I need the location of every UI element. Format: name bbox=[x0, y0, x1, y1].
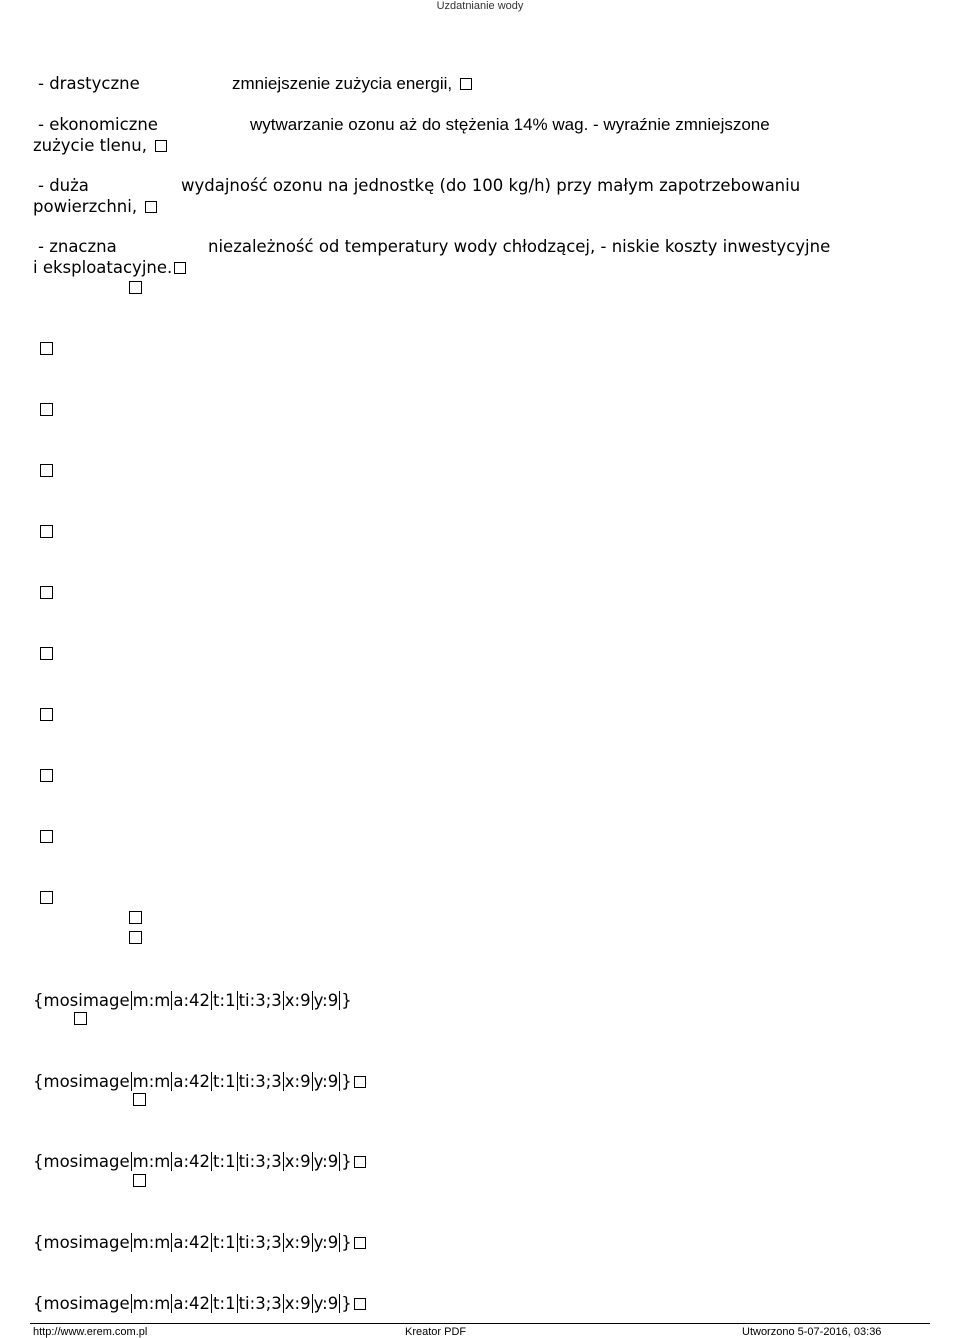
separator bbox=[237, 1152, 238, 1171]
placeholder-box-icon bbox=[40, 464, 53, 477]
mosimage-tag-5: {mosimage m:m a:42 t:1 ti:3;3 x:9 y:9 } bbox=[33, 1294, 366, 1314]
item-lead-4: - znaczna bbox=[38, 237, 117, 256]
item-cont-3: powierzchni, bbox=[33, 197, 157, 217]
placeholder-box-icon bbox=[40, 708, 53, 721]
separator bbox=[283, 1072, 284, 1091]
separator bbox=[312, 991, 313, 1010]
placeholder-box-icon bbox=[354, 1156, 366, 1168]
separator bbox=[312, 1152, 313, 1171]
separator bbox=[237, 1294, 238, 1313]
footer-generator: Kreator PDF bbox=[405, 1326, 467, 1338]
item-text-1: zmniejszenie zużycia energii, bbox=[232, 74, 472, 94]
separator bbox=[283, 991, 284, 1010]
separator bbox=[283, 1233, 284, 1252]
mosimage-tag-2: {mosimage m:m a:42 t:1 ti:3;3 x:9 y:9 } bbox=[33, 1072, 366, 1092]
separator bbox=[211, 1072, 212, 1091]
mosimage-tag-3: {mosimage m:m a:42 t:1 ti:3;3 x:9 y:9 } bbox=[33, 1152, 366, 1172]
item-text-2: wytwarzanie ozonu aż do stężenia 14% wag. - wyraźnie zmniejszone bbox=[250, 115, 770, 134]
separator bbox=[283, 1152, 284, 1171]
placeholder-box-icon bbox=[460, 78, 472, 90]
placeholder-box-icon bbox=[129, 911, 142, 924]
item-text-3: wydajność ozonu na jednostkę (do 100 kg/h) przy małym zapotrzebowaniu bbox=[181, 176, 801, 195]
separator bbox=[211, 1152, 212, 1171]
separator bbox=[131, 1233, 132, 1252]
placeholder-box-icon bbox=[40, 586, 53, 599]
item-text-4: niezależność od temperatury wody chłodzącej, - niskie koszty inwestycyjne bbox=[208, 237, 831, 256]
placeholder-box-icon bbox=[40, 525, 53, 538]
separator bbox=[312, 1294, 313, 1313]
separator bbox=[131, 1152, 132, 1171]
placeholder-box-icon bbox=[354, 1076, 366, 1088]
placeholder-box-icon bbox=[155, 140, 167, 152]
separator bbox=[237, 1072, 238, 1091]
placeholder-box-icon bbox=[74, 1012, 87, 1025]
item-cont-4: i eksploatacyjne. bbox=[33, 258, 186, 278]
placeholder-box-icon bbox=[40, 647, 53, 660]
placeholder-box-icon bbox=[40, 769, 53, 782]
mosimage-tag-4: {mosimage m:m a:42 t:1 ti:3;3 x:9 y:9 } bbox=[33, 1233, 366, 1253]
item-lead-1: - drastyczne bbox=[38, 74, 140, 93]
placeholder-box-icon bbox=[40, 830, 53, 843]
item-lead-2: - ekonomiczne bbox=[38, 115, 158, 134]
separator bbox=[237, 991, 238, 1010]
placeholder-box-icon bbox=[133, 1093, 146, 1106]
separator bbox=[131, 1072, 132, 1091]
separator bbox=[211, 991, 212, 1010]
separator bbox=[312, 1233, 313, 1252]
item-lead-3: - duża bbox=[38, 176, 89, 195]
placeholder-box-icon bbox=[40, 891, 53, 904]
placeholder-box-icon bbox=[174, 262, 186, 274]
separator bbox=[283, 1294, 284, 1313]
separator bbox=[131, 991, 132, 1010]
footer-divider bbox=[30, 1323, 930, 1324]
separator bbox=[131, 1294, 132, 1313]
page-header-title: Uzdatnianie wody bbox=[436, 0, 524, 12]
placeholder-box-icon bbox=[354, 1237, 366, 1249]
footer-created-date: Utworzono 5-07-2016, 03:36 bbox=[742, 1326, 882, 1338]
placeholder-box-icon bbox=[133, 1174, 146, 1187]
placeholder-box-icon bbox=[40, 342, 53, 355]
placeholder-box-icon bbox=[129, 281, 142, 294]
placeholder-box-icon bbox=[40, 403, 53, 416]
footer-url-link[interactable]: http://www.erem.com.pl bbox=[33, 1326, 148, 1338]
placeholder-box-icon bbox=[145, 201, 157, 213]
separator bbox=[211, 1233, 212, 1252]
mosimage-tag-1: {mosimage m:m a:42 t:1 ti:3;3 x:9 y:9 } bbox=[33, 991, 352, 1010]
item-cont-2: zużycie tlenu, bbox=[33, 136, 167, 156]
separator bbox=[211, 1294, 212, 1313]
placeholder-box-icon bbox=[129, 931, 142, 944]
separator bbox=[312, 1072, 313, 1091]
placeholder-box-icon bbox=[354, 1298, 366, 1310]
separator bbox=[237, 1233, 238, 1252]
